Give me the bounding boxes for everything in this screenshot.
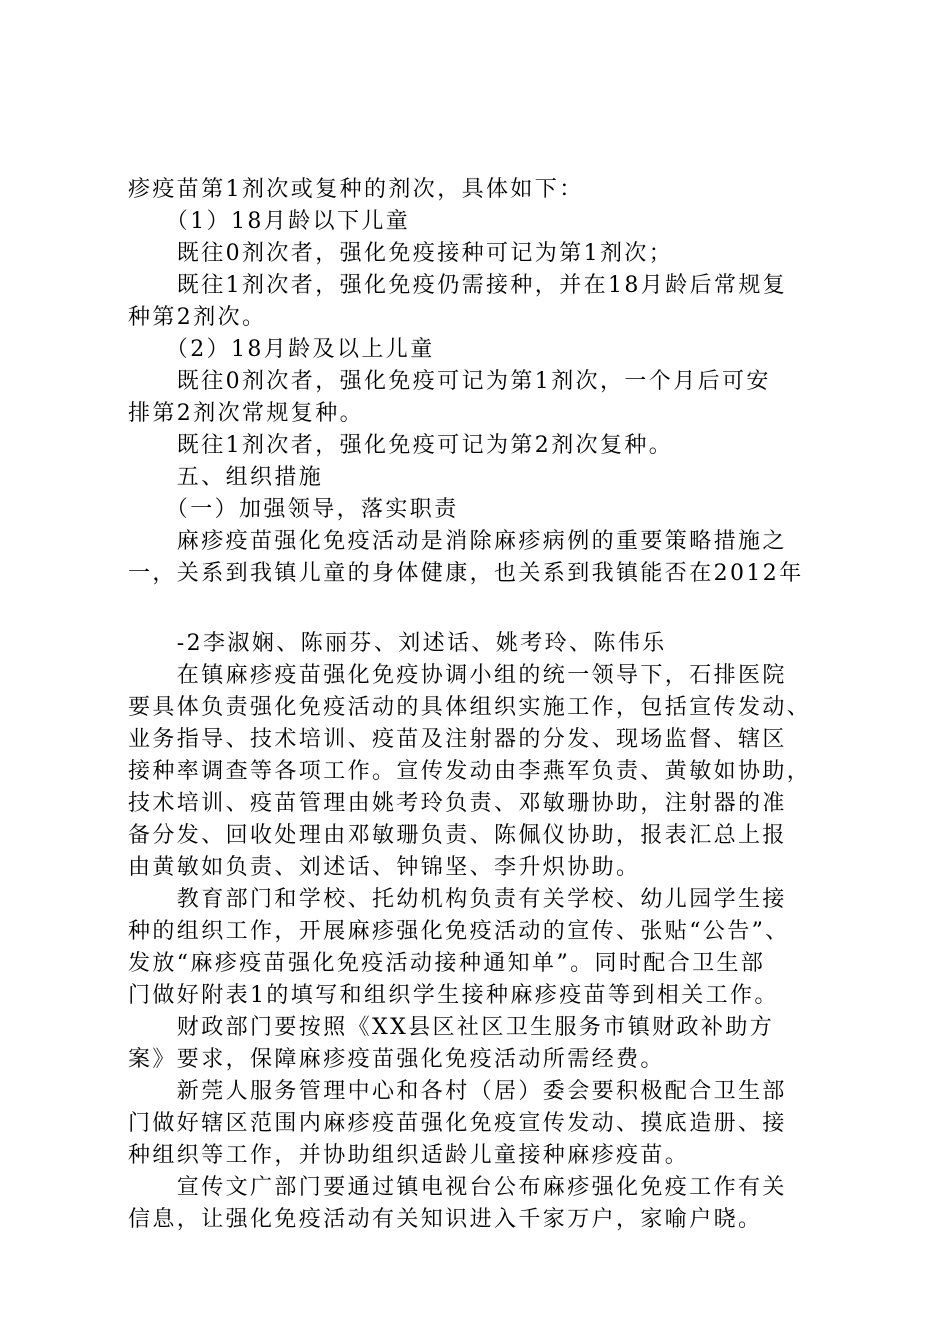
body-line: 宣传文广部门要通过镇电视台公布麻疹强化免疫工作有关 bbox=[128, 1175, 787, 1200]
body-line: 种第2剂次。 bbox=[128, 305, 267, 330]
page-break-gap bbox=[128, 590, 833, 628]
body-line: 新莞人服务管理中心和各村（居）委会要积极配合卫生部 bbox=[128, 1079, 787, 1104]
document-body bbox=[128, 174, 833, 1236]
body-line: 既往1剂次者，强化免疫可记为第2剂次复种。 bbox=[128, 433, 674, 458]
body-line: 一，关系到我镇儿童的身体健康，也关系到我镇能否在2012年 bbox=[128, 561, 804, 586]
body-line: 教育部门和学校、托幼机构负责有关学校、幼儿园学生接 bbox=[128, 887, 787, 912]
body-line: 种组织等工作，并协助组织适龄儿童接种麻疹疫苗。 bbox=[128, 1143, 690, 1168]
body-line: 业务指导、技术培训、疫苗及注射器的分发、现场监督、辖区 bbox=[128, 727, 787, 752]
body-line: 种的组织工作，开展麻疹强化免疫活动的宣传、张贴“公告”、 bbox=[128, 919, 790, 944]
body-line: 信息，让强化免疫活动有关知识进入千家万户，家喻户晓。 bbox=[128, 1207, 763, 1232]
body-line: 技术培训、疫苗管理由姚考玲负责、邓敏珊协助，注射器的准 bbox=[128, 791, 787, 816]
subheading-under-18-months: （1）18月龄以下儿童 bbox=[128, 209, 411, 234]
body-line: 排第2剂次常规复种。 bbox=[128, 401, 364, 426]
body-line: 发放“麻疹疫苗强化免疫活动接种通知单”。同时配合卫生部 bbox=[128, 951, 766, 976]
member-list-line: -2李淑娴、陈丽芬、刘述话、姚考玲、陈伟乐 bbox=[128, 631, 667, 656]
body-line: 既往1剂次者，强化免疫仍需接种，并在18月龄后常规复 bbox=[128, 273, 788, 298]
body-line: 要具体负责强化免疫活动的具体组织实施工作，包括宣传发动、 bbox=[128, 695, 812, 720]
body-line: 由黄敏如负责、刘述话、钟锦坚、李升炽协助。 bbox=[128, 855, 641, 880]
body-line: 疹疫苗第1剂次或复种的剂次，具体如下： bbox=[128, 177, 584, 202]
body-line: 门做好辖区范围内麻疹疫苗强化免疫宣传发动、摸底造册、接 bbox=[128, 1111, 787, 1136]
body-line: 既往0剂次者，强化免疫可记为第1剂次，一个月后可安 bbox=[128, 369, 771, 394]
body-line: 财政部门要按照《XX县区社区卫生服务市镇财政补助方 bbox=[128, 1015, 775, 1040]
body-line: 备分发、回收处理由邓敏珊负责、陈佩仪协助，报表汇总上报 bbox=[128, 823, 787, 848]
subheading-18-months-and-above: （2）18月龄及以上儿童 bbox=[128, 337, 435, 362]
body-line: 麻疹疫苗强化免疫活动是消除麻疹病例的重要策略措施之 bbox=[128, 529, 787, 554]
subsection-heading: （一）加强领导，落实职责 bbox=[128, 497, 459, 522]
body-line: 门做好附表1的填写和组织学生接种麻疹疫苗等到相关工作。 bbox=[128, 983, 779, 1008]
body-line: 在镇麻疹疫苗强化免疫协调小组的统一领导下，石排医院 bbox=[128, 663, 787, 688]
body-line: 接种率调查等各项工作。宣传发动由李燕军负责、黄敏如协助， bbox=[128, 759, 812, 784]
body-line: 案》要求，保障麻疹疫苗强化免疫活动所需经费。 bbox=[128, 1047, 665, 1072]
body-line: 既往0剂次者，强化免疫接种可记为第1剂次； bbox=[128, 241, 674, 266]
section-heading: 五、组织措施 bbox=[128, 465, 324, 490]
